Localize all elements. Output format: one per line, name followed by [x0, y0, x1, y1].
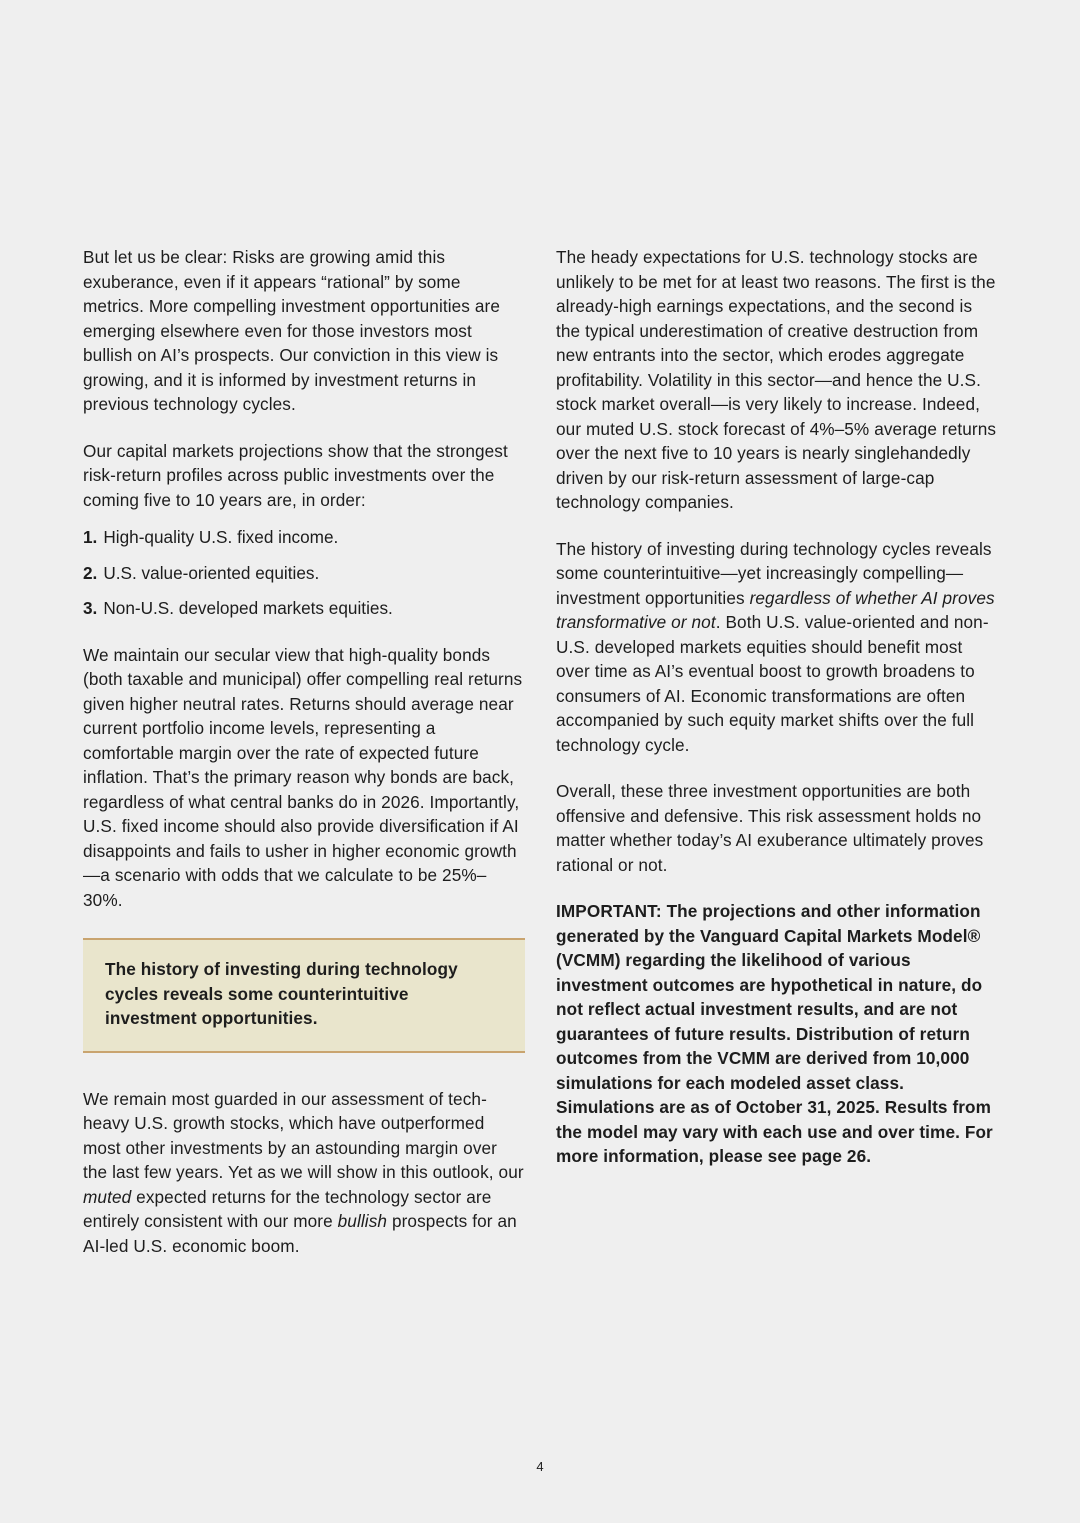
- paragraph-capital-markets-projections: Our capital markets projections show that the strongest risk-return profiles across public investments over the coming five to 10 years are, in order:: [83, 440, 508, 510]
- important-disclaimer: IMPORTANT: The projections and other information generated by the Vanguard Capital Markets Model® (VCMM) regarding the likelihood of various investment outcomes are hypothetical in nature, do not reflect actual investment results, and are not guarantees of future results. Distribution of return outcomes from the VCMM are derived from 10,000 simulations for each modeled asset class. Simulations are as of October 31, 2025. Results from the model may vary with each use and over time. For more information, please see page 26.: [556, 901, 993, 1166]
- right-column: [556, 245, 998, 1191]
- paragraph-high-quality-bonds: We maintain our secular view that high-quality bonds (both taxable and municipal) offer compelling real returns given higher neutral rates. Returns should average near current portfolio income levels, representing a comfortable margin over the rate of expected future inflation. That’s the primary reason why bonds are back, regardless of what central banks do in 2026. Importantly, U.S. fixed income should also provide diversification if AI disappoints and fails to usher in higher economic growth—a scenario with odds that we calculate to be 25%–30%.: [83, 644, 523, 910]
- text-segment: prospects for an AI-led U.S. economic boom.: [83, 1211, 517, 1256]
- text-segment: . Both U.S. value-oriented and non-U.S. developed markets equities should benefit most over time as AI’s eventual boost to growth broadens to consumers of AI. Economic transformations are often accompanied by such equity market shifts over the full technology cycle.: [556, 612, 989, 755]
- pull-quote-callout: [83, 938, 525, 1053]
- ranked-opportunities-list: [83, 525, 525, 621]
- list-number: 2.: [83, 562, 98, 583]
- left-column: [83, 245, 525, 1280]
- paragraph-risks-growing: But let us be clear: Risks are growing amid this exuberance, even if it appears “rational” by some metrics. More compelling investment opportunities are emerging elsewhere even for those investors most bullish on AI’s prospects. Our conviction in this view is growing, and it is informed by investment returns in previous technology cycles.: [83, 247, 501, 414]
- list-number: 1.: [83, 527, 98, 547]
- list-text: U.S. value-oriented equities.: [103, 562, 320, 583]
- text-segment: The history of investing during technology cycles reveals some counterintuitive—yet increasingly compelling—investment opportunities: [556, 538, 992, 608]
- italic-text: muted: [83, 1186, 132, 1207]
- list-item: [83, 525, 525, 550]
- paragraph-heady-expectations: The heady expectations for U.S. technology stocks are unlikely to be met for at least two reasons. The first is the already-high earnings expectations, and the second is the typical underestimation of creative destruction from new entrants into the sector, which erodes aggregate profitability. Volatility in this sector—and hence the U.S. stock market overall—is very likely to increase. Indeed, our muted U.S. stock forecast of 4%–5% average returns over the next five to 10 years is nearly singlehandedly driven by our risk-return assessment of large-cap technology companies.: [556, 247, 997, 512]
- paragraph-history-of-investing: [556, 537, 998, 758]
- list-item: [83, 596, 525, 621]
- list-number: 3.: [83, 598, 98, 618]
- list-text: Non-U.S. developed markets equities.: [103, 598, 393, 618]
- page-number: 4: [536, 1459, 544, 1474]
- list-text: High-quality U.S. fixed income.: [103, 527, 339, 547]
- text-segment: expected returns for the technology sector are entirely consistent with our more: [83, 1186, 492, 1231]
- paragraph-overall-opportunities: Overall, these three investment opportunities are both offensive and defensive. This risk assessment holds no matter whether today’s AI exuberance ultimately proves rational or not.: [556, 781, 984, 875]
- italic-text: regardless of whether AI proves transformative or not: [556, 587, 995, 632]
- paragraph-tech-growth-stocks: [83, 1087, 525, 1259]
- pull-quote-text: The history of investing during technology cycles reveals some counterintuitive investment opportunities.: [105, 959, 458, 1028]
- list-item: [83, 561, 525, 586]
- text-segment: We remain most guarded in our assessment of tech-heavy U.S. growth stocks, which have outperformed most other investments by an astounding margin over the last few years. Yet as we will show in this outlook, our: [83, 1088, 524, 1182]
- italic-text: bullish: [337, 1211, 388, 1231]
